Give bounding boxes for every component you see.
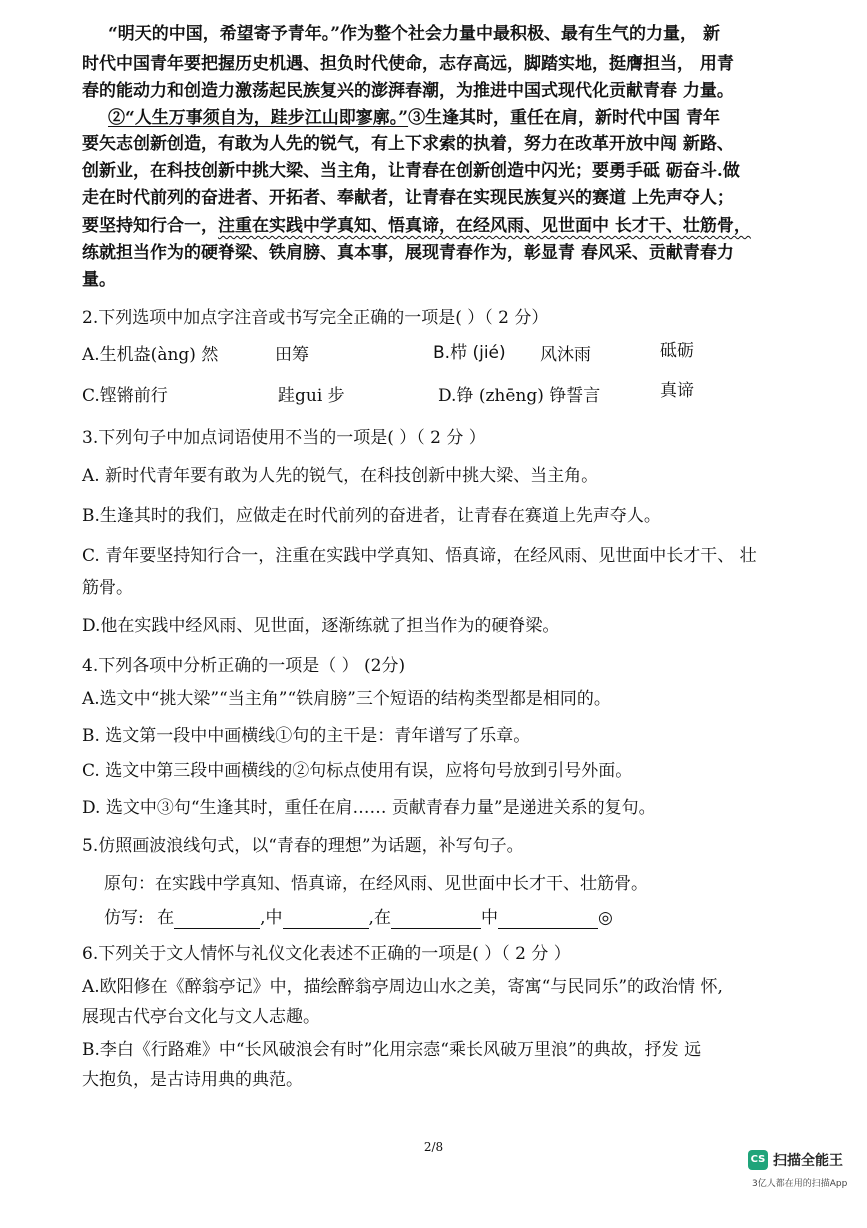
app-tagline: 3亿人都在用的扫描App: [752, 1179, 848, 1189]
answer-blank[interactable]: [498, 910, 598, 929]
option-d: D.他在实践中经风雨、见世面，逐渐练就了担当作为的硬脊梁。: [82, 616, 560, 636]
question-stem: 3.下列句子中加点词语使用不当的一项是( ）（ 2 分 ）: [82, 428, 486, 448]
option-b: B. 选文第一段中中画横线①句的主干是：青年谱写了乐章。: [82, 726, 531, 746]
question-stem: 2.下列选项中加点字注音或书写完全正确的一项是( ）（ 2 分）: [82, 308, 549, 328]
option-d-extra: 真谛: [660, 381, 694, 401]
option-b-extra2: 砥砺: [660, 341, 694, 361]
option-d: D. 选文中③句“生逢其时，重任在肩…… 贡献青春力量”是递进关系的复句。: [82, 798, 656, 818]
option-d: D.铮 (zhēng) 铮誓言: [438, 386, 601, 406]
passage-line: 时代中国青年要把握历史机遇、担负时代使命，志存高远，脚踏实地，挺膺担当， 用青: [82, 54, 734, 74]
passage-line: 要矢志创新创造，有敢为人先的锐气，有上下求索的执着，努力在改革开放中闯 新路、: [82, 134, 734, 154]
question-stem: 6.下列关于文人情怀与礼仪文化表述不正确的一项是( ）（ 2 分 ）: [82, 944, 571, 964]
option-a: A.欧阳修在《醉翁亭记》中，描绘醉翁亭周边山水之美，寄寓“与民同乐”的政治情 怀,: [82, 977, 723, 997]
option-c-cont: 筋骨。: [82, 578, 133, 598]
passage-line: 春的能动力和创造力激荡起民族复兴的澎湃春潮，为推进中国式现代化贡献青春 力量。: [82, 81, 734, 101]
option-c: C. 选文中第三段中画横线的②句标点使用有误，应将句号放到引号外面。: [82, 761, 633, 781]
option-c-extra: 跬gui 步: [278, 386, 345, 406]
page-number: 2/8: [423, 1140, 444, 1154]
original-sentence: 原句：在实践中学真知、悟真谛，在经风雨、见世面中长才干、壮筋骨。: [104, 874, 648, 894]
option-b: B.李白《行路难》中“长风破浪会有时”化用宗悫“乘长风破万里浪”的典故，抒发 远: [82, 1040, 702, 1060]
passage-line: 练就担当作为的硬脊梁、铁肩膀、真本事，展现青春作为，彰显青 春风采、贡献青春力: [82, 243, 734, 263]
answer-blank[interactable]: [283, 910, 369, 929]
passage-line: ②“人生万事须自为，跬步江山即寥廓。”③生逢其时，重任在肩，新时代中国 青年: [108, 108, 720, 128]
option-a: A.生机盎(àng) 然: [82, 345, 219, 365]
wavy-underlined-sentence: 注重在实践中学真知、悟真谛，在经风雨、见世面中 长才干、壮筋骨，: [218, 216, 751, 236]
scanner-watermark: [748, 1150, 843, 1170]
question-stem: 4.下列各项中分析正确的一项是（ ） (2分): [82, 656, 406, 676]
option-a-extra: 田筹: [275, 345, 309, 365]
answer-blank[interactable]: [391, 910, 481, 929]
option-a: A.选文中“挑大梁”“当主角”“铁肩膀”三个短语的结构类型都是相同的。: [82, 689, 611, 709]
option-b-extra: 风沐雨: [540, 345, 591, 365]
passage-line: 要坚持知行合一，注重在实践中学真知、悟真谛，在经风雨、见世面中 长才干、壮筋骨，: [82, 216, 751, 236]
answer-blank[interactable]: [174, 910, 260, 929]
passage-line: “明天的中国，希望寄予青年。”作为整个社会力量中最积极、最有生气的力量， 新: [108, 24, 720, 44]
option-a-cont: 展现古代亭台文化与文人志趣。: [82, 1007, 320, 1027]
option-a: A. 新时代青年要有敢为人先的锐气，在科技创新中挑大梁、当主角。: [82, 466, 599, 486]
option-b: B.生逢其时的我们，应做走在时代前列的奋进者，让青春在赛道上先声夺人。: [82, 506, 661, 526]
passage-line: 创新业，在科技创新中挑大梁、当主角，让青春在创新创造中闪光；要勇手砥 砺奋斗.做: [82, 161, 740, 181]
app-name: 扫描全能王: [773, 1153, 843, 1169]
passage-line: 量。: [82, 270, 116, 290]
passage-line: 走在时代前列的奋进者、开拓者、奉献者，让青春在实现民族复兴的赛道 上先声夺人；: [82, 188, 734, 208]
option-c: C.铿锵前行: [82, 386, 168, 406]
camscanner-logo-icon: CS: [748, 1150, 768, 1170]
option-b: B.栉 (jié): [433, 343, 506, 363]
underlined-sentence-2: ②“人生万事须自为，跬步江山即寥廓。”: [108, 108, 409, 128]
option-b-cont: 大抱负，是古诗用典的典范。: [82, 1070, 303, 1090]
imitation-line: 仿写: 在 ,中 ,在 中 ◎: [104, 908, 613, 928]
option-c: C. 青年要坚持知行合一，注重在实践中学真知、悟真谛，在经风雨、见世面中长才干、 壮: [82, 546, 757, 566]
question-stem: 5.仿照画波浪线句式，以“青春的理想”为话题，补写句子。: [82, 836, 524, 856]
